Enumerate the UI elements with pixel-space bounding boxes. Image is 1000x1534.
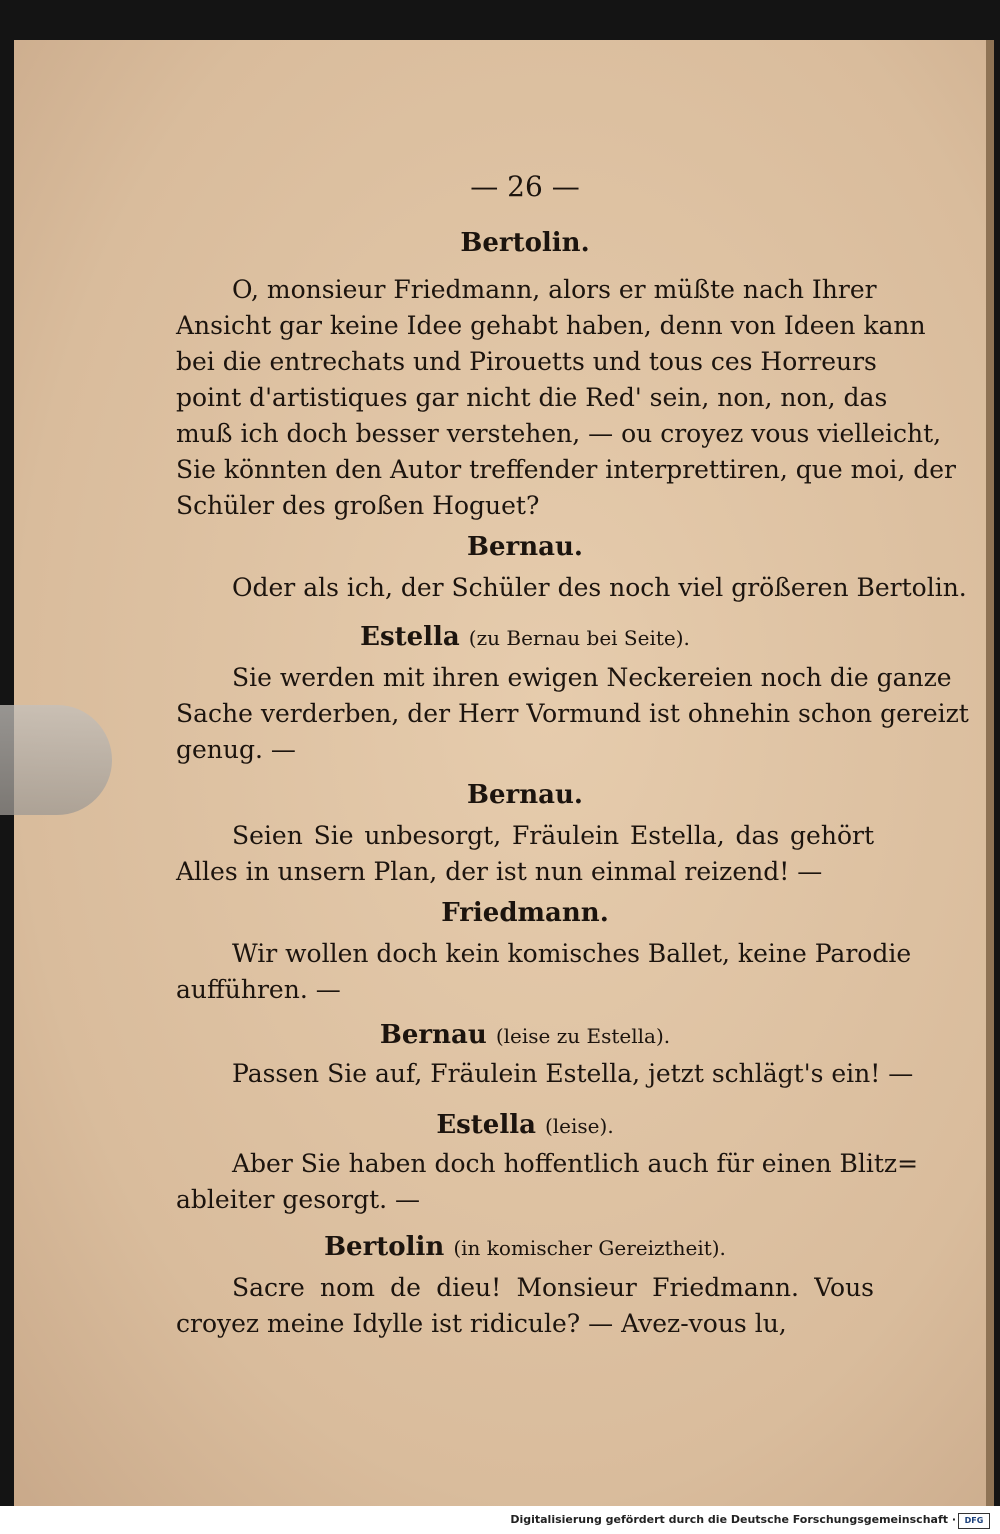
page-number: — 26 —: [470, 170, 580, 203]
speaker-heading: [176, 228, 874, 258]
speaker-name: Bernau.: [467, 780, 583, 810]
speaker-heading: [176, 1110, 874, 1140]
speaker-name: Estella: [360, 622, 460, 652]
text-line: Oder als ich, der Schüler des noch viel größeren Bertolin.: [232, 573, 967, 602]
text-line: Sache verderben, der Herr Vormund ist ohnehin schon gereizt: [176, 699, 969, 728]
text-line: Passen Sie auf, Fräulein Estella, jetzt schlägt's ein! —: [232, 1059, 914, 1088]
page-clip: [0, 705, 112, 815]
speaker-name: Estella: [436, 1110, 536, 1140]
dfg-logo-icon: DFG: [958, 1513, 990, 1529]
text-line: bei die entrechats und Pirouetts und tous ces Horreurs: [176, 347, 877, 376]
speaker-heading: [176, 780, 874, 810]
text-line: Sie werden mit ihren ewigen Neckereien noch die ganze: [232, 663, 952, 692]
text-line: Seien Sie unbesorgt, Fräulein Estella, das gehört: [232, 821, 874, 850]
text-line: O, monsieur Friedmann, alors er müßte nach Ihrer: [232, 275, 877, 304]
text-line: Aber Sie haben doch hoffentlich auch für einen Blitz=: [232, 1149, 919, 1178]
text-line: Alles in unsern Plan, der ist nun einmal reizend! —: [176, 857, 823, 886]
stage-direction: (leise zu Estella).: [495, 1024, 671, 1048]
text-line: muß ich doch besser verstehen, — ou croyez vous vielleicht,: [176, 419, 942, 448]
text-line: Ansicht gar keine Idee gehabt haben, denn von Ideen kann: [176, 311, 926, 340]
stage-direction: (leise).: [544, 1114, 614, 1138]
speaker-heading: [176, 1020, 874, 1050]
speaker-name: Bertolin: [324, 1232, 445, 1262]
speaker-name: Bernau: [379, 1020, 487, 1050]
stage-direction: (in komischer Gereiztheit).: [453, 1236, 726, 1260]
text-line: Schüler des großen Hoguet?: [176, 491, 540, 520]
speaker-heading: [176, 622, 874, 652]
speaker-heading: [176, 532, 874, 562]
stage-direction: (zu Bernau bei Seite).: [468, 626, 690, 650]
text-line: aufführen. —: [176, 975, 341, 1004]
footer-credit: Digitalisierung gefördert durch die Deutsche Forschungsgemeinschaft ·: [510, 1513, 956, 1526]
speaker-name: Bertolin.: [460, 228, 590, 258]
speaker-heading: [176, 898, 874, 928]
text-line: Sacre nom de dieu! Monsieur Friedmann. Vous: [232, 1273, 874, 1302]
text-line: ableiter gesorgt. —: [176, 1185, 421, 1214]
speaker-name: Bernau.: [467, 532, 583, 562]
text-line: Sie könnten den Autor treffender interprettiren, que moi, der: [176, 455, 957, 484]
speaker-name: Friedmann.: [441, 898, 609, 928]
text-line: Wir wollen doch kein komisches Ballet, keine Parodie: [232, 939, 912, 968]
speaker-heading: [176, 1232, 874, 1262]
text-line: genug. —: [176, 735, 296, 764]
text-line: point d'artistiques gar nicht die Red' sein, non, non, das: [176, 383, 888, 412]
footer-bar: [0, 1506, 1000, 1534]
text-line: croyez meine Idylle ist ridicule? — Avez-vous lu,: [176, 1309, 787, 1338]
